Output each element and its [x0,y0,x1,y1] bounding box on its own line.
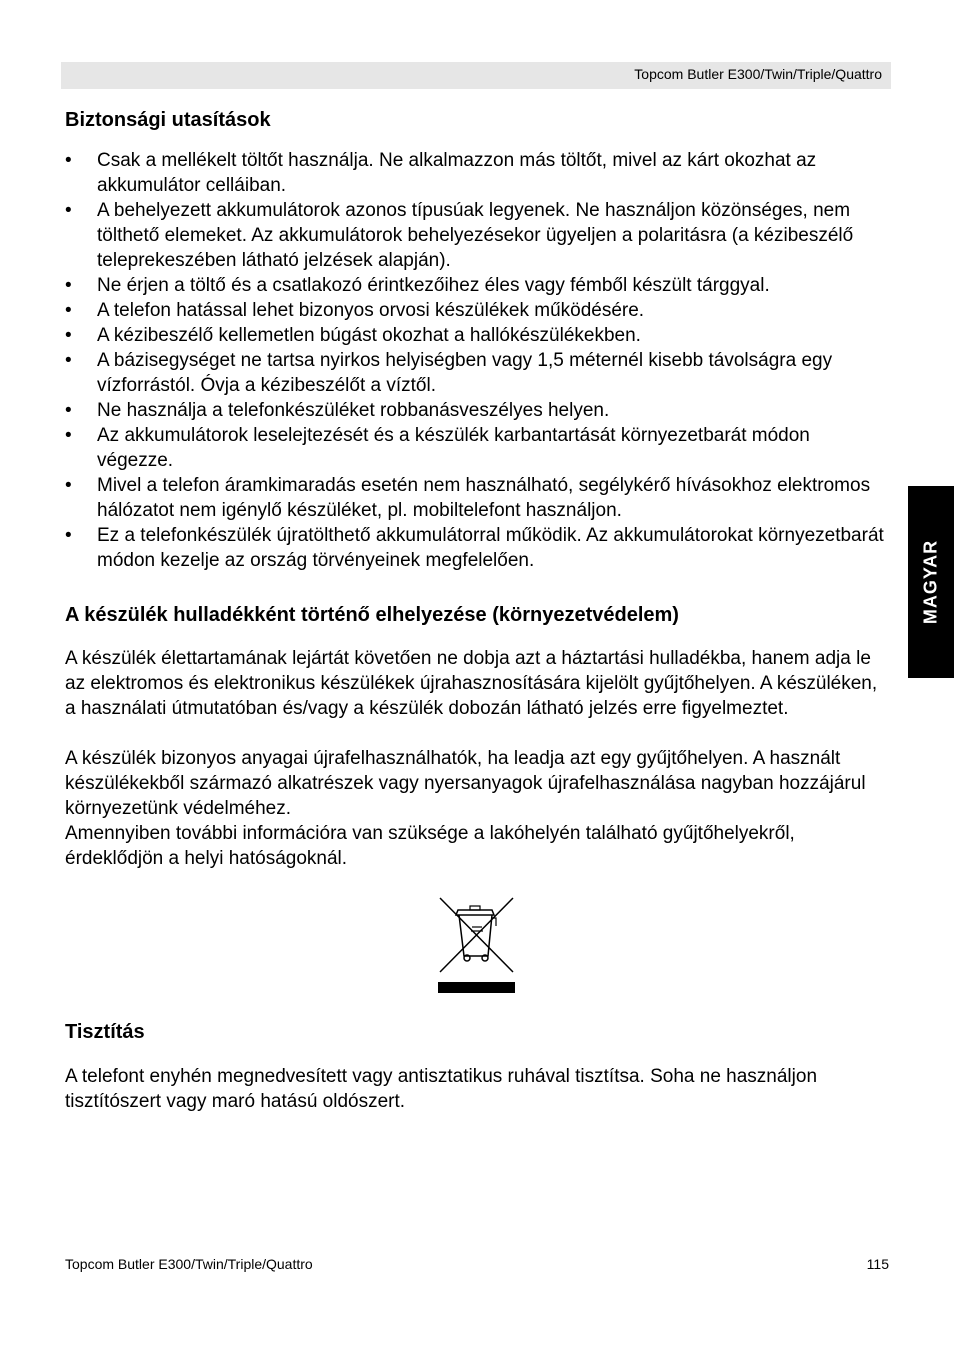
list-item [65,523,891,573]
language-tab-label: MAGYAR [920,539,941,625]
safety-list [65,148,891,573]
page-number: 115 [866,1256,889,1272]
cleaning-heading: Tisztítás [65,1021,145,1043]
header-bar [61,62,891,89]
disposal-paragraph-3: Amennyiben további információra van szüksége a lakóhelyén található gyűjtőhelyekről, érdeklődjön a helyi hatóságoknál. [65,823,795,869]
list-item-text: A behelyezett akkumulátorok azonos típusúak legyenek. Ne használjon közönséges, nem tölthető elemeket. Az akkumulátorok behelyezésekor ügyeljen a polaritásra (a kézibeszélő teleprekeszében látható jelzések alapján). [97,200,854,271]
main-content [65,106,891,871]
list-item-text: A bázisegységet ne tartsa nyirkos helyiségben vagy 1,5 méternél kisebb távolságra egy vízforrástól. Óvja a kézibeszélőt a víztől. [97,350,833,396]
bullet-icon: • [65,400,72,421]
list-item-text: Ez a telefonkészülék újratölthető akkumulátorral működik. Az akkumulátorokat környezetbarát módon kezelje az ország törvényeinek megfelelően. [97,525,884,571]
bullet-icon: • [65,425,72,446]
disposal-paragraph-1: A készülék élettartamának lejártát követően ne dobja azt a háztartási hulladékba, hanem adja le az elektromos és elektronikus készülékek újrahasznosítására kijelölt gyűjtőhelyen. A készüléken, a használati útmutatóban és/vagy a készülék dobozán látható jelzés erre figyelmeztet. [65,648,878,719]
bullet-icon: • [65,300,72,321]
list-item [65,273,891,298]
list-item-text: Csak a mellékelt töltőt használja. Ne alkalmazzon más töltőt, mivel az kárt okozhat az akkumulátor celláiban. [97,150,817,196]
bullet-icon: • [65,325,72,346]
list-item-text: Mivel a telefon áramkimaradás esetén nem használható, segélykérő hívásokhoz elektromos hálózatot nem igénylő készüléket, pl. mobiltelefont használjon. [97,475,871,521]
list-item [65,198,891,273]
header-title: Topcom Butler E300/Twin/Triple/Quattro [634,66,882,82]
language-tab [908,486,954,678]
cleaning-paragraph: A telefont enyhén megnedvesített vagy antisztatikus ruhával tisztítsa. Soha ne használjon tisztítószert vagy maró hatású oldószert. [65,1066,818,1112]
list-item [65,148,891,198]
list-item [65,473,891,523]
bullet-icon: • [65,525,72,546]
safety-heading: Biztonsági utasítások [65,109,271,131]
footer-product: Topcom Butler E300/Twin/Triple/Quattro [65,1256,313,1272]
list-item [65,423,891,473]
bullet-icon: • [65,275,72,296]
bullet-icon: • [65,475,72,496]
crossed-out-wheelie-bin-icon [438,896,515,994]
list-item-text: Ne használja a telefonkészüléket robbanásveszélyes helyen. [97,400,610,421]
bullet-icon: • [65,200,72,221]
list-item [65,298,891,323]
list-item-text: Ne érjen a töltő és a csatlakozó érintkezőihez éles vagy fémből készült tárggyal. [97,275,770,296]
bullet-icon: • [65,150,72,171]
list-item-text: Az akkumulátorok leselejtezését és a készülék karbantartását környezetbarát módon végezze. [97,425,810,471]
list-item [65,348,891,398]
list-item [65,398,891,423]
list-item [65,323,891,348]
disposal-heading: A készülék hulladékként történő elhelyezése (környezetvédelem) [65,604,679,626]
bullet-icon: • [65,350,72,371]
disposal-paragraph-2: A készülék bizonyos anyagai újrafelhasználhatók, ha leadja azt egy gyűjtőhelyen. A használt készülékekből származó alkatrészek vagy nyersanyagok újrafelhasználása nagyban hozzájárul környezetünk védelméhez. [65,748,866,819]
list-item-text: A kézibeszélő kellemetlen búgást okozhat a hallókészülékekben. [97,325,641,346]
list-item-text: A telefon hatással lehet bizonyos orvosi készülékek működésére. [97,300,645,321]
